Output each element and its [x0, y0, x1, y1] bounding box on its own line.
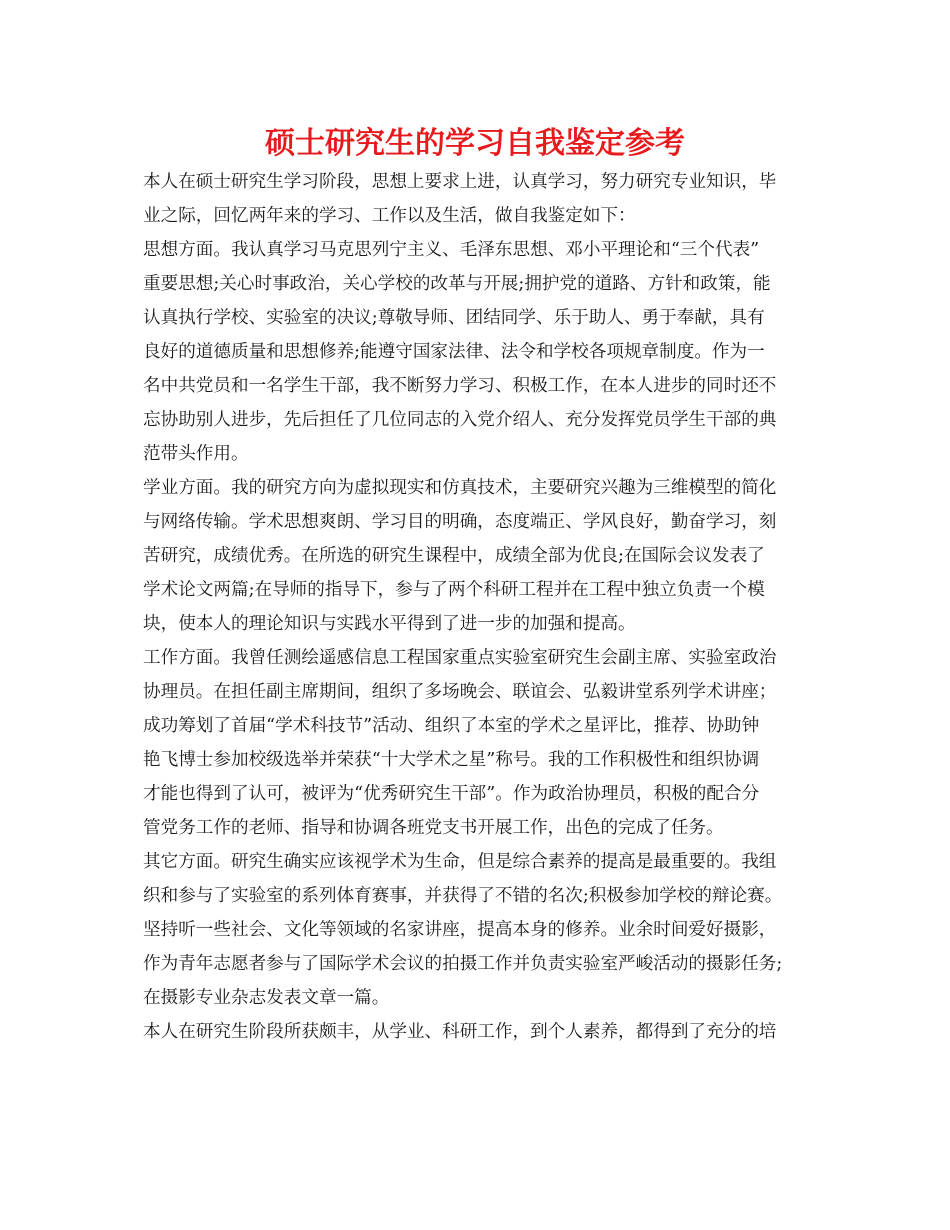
text-line: 才能也得到了认可，被评为“优秀研究生干部”。作为政治协理员，积极的配合分: [143, 784, 760, 804]
text-line: 块，使本人的理论知识与实践水平得到了进一步的加强和提高。: [143, 614, 636, 634]
text-line: 工作方面。我曾任测绘遥感信息工程国家重点实验室研究生会副主席、实验室政治: [143, 648, 777, 668]
text-line: 苦研究，成绩优秀。在所选的研究生课程中，成绩全部为优良;在国际会议发表了: [143, 546, 765, 566]
text-line: 作为青年志愿者参与了国际学术会议的拍摄工作并负责实验室严峻活动的摄影任务;: [143, 954, 783, 974]
text-line: 本人在研究生阶段所获颇丰，从学业、科研工作，到个人素养，都得到了充分的培: [143, 1022, 777, 1042]
text-line: 忘协助别人进步，先后担任了几位同志的入党介绍人、充分发挥党员学生干部的典: [143, 410, 777, 430]
text-line: 名中共党员和一名学生干部，我不断努力学习、积极工作，在本人进步的同时还不: [143, 376, 777, 396]
text-line: 织和参与了实验室的系列体育赛事，并获得了不错的名次;积极参加学校的辩论赛。: [143, 886, 783, 906]
text-line: 成功筹划了首届“学术科技节”活动、组织了本室的学术之星评比，推荐、协助钟: [143, 716, 760, 736]
text-line: 思想方面。我认真学习马克思列宁主义、毛泽东思想、邓小平理论和“三个代表”: [143, 240, 760, 260]
text-line: 协理员。在担任副主席期间，组织了多场晚会、联谊会、弘毅讲堂系列学术讲座；: [143, 682, 777, 702]
text-line: 学术论文两篇;在导师的指导下，参与了两个科研工程并在工程中独立负责一个模: [143, 580, 765, 600]
text-line: 重要思想;关心时事政治，关心学校的改革与开展;拥护党的道路、方针和政策，能: [143, 274, 771, 294]
text-line: 良好的道德质量和思想修养;能遵守国家法律、法令和学校各项规章制度。作为一: [143, 342, 765, 362]
text-line: 在摄影专业杂志发表文章一篇。: [143, 988, 390, 1008]
text-line: 艳飞博士参加校级选举并荣获“十大学术之星”称号。我的工作积极性和组织协调: [143, 750, 760, 770]
text-line: 业之际，回忆两年来的学习、工作以及生活，做自我鉴定如下：: [143, 206, 636, 226]
document-title: 硕士研究生的学习自我鉴定参考: [265, 126, 685, 161]
text-line: 本人在硕士研究生学习阶段，思想上要求上进，认真学习，努力研究专业知识，毕: [143, 172, 777, 192]
text-line: 其它方面。研究生确实应该视学术为生命，但是综合素养的提高是最重要的。我组: [143, 852, 777, 872]
text-line: 坚持听一些社会、文化等领域的名家讲座，提高本身的修养。业余时间爱好摄影，: [143, 920, 777, 940]
text-line: 管党务工作的老师、指导和协调各班党支书开展工作，出色的完成了任务。: [143, 818, 724, 838]
text-line: 与网络传输。学术思想爽朗、学习目的明确，态度端正、学风良好，勤奋学习，刻: [143, 512, 777, 532]
text-line: 学业方面。我的研究方向为虚拟现实和仿真技术，主要研究兴趣为三维模型的简化: [143, 478, 777, 498]
text-line: 认真执行学校、实验室的决议;尊敬导师、团结同学、乐于助人、勇于奉献，具有: [143, 308, 765, 328]
text-line: 范带头作用。: [143, 444, 249, 464]
document-body: [143, 165, 833, 1049]
